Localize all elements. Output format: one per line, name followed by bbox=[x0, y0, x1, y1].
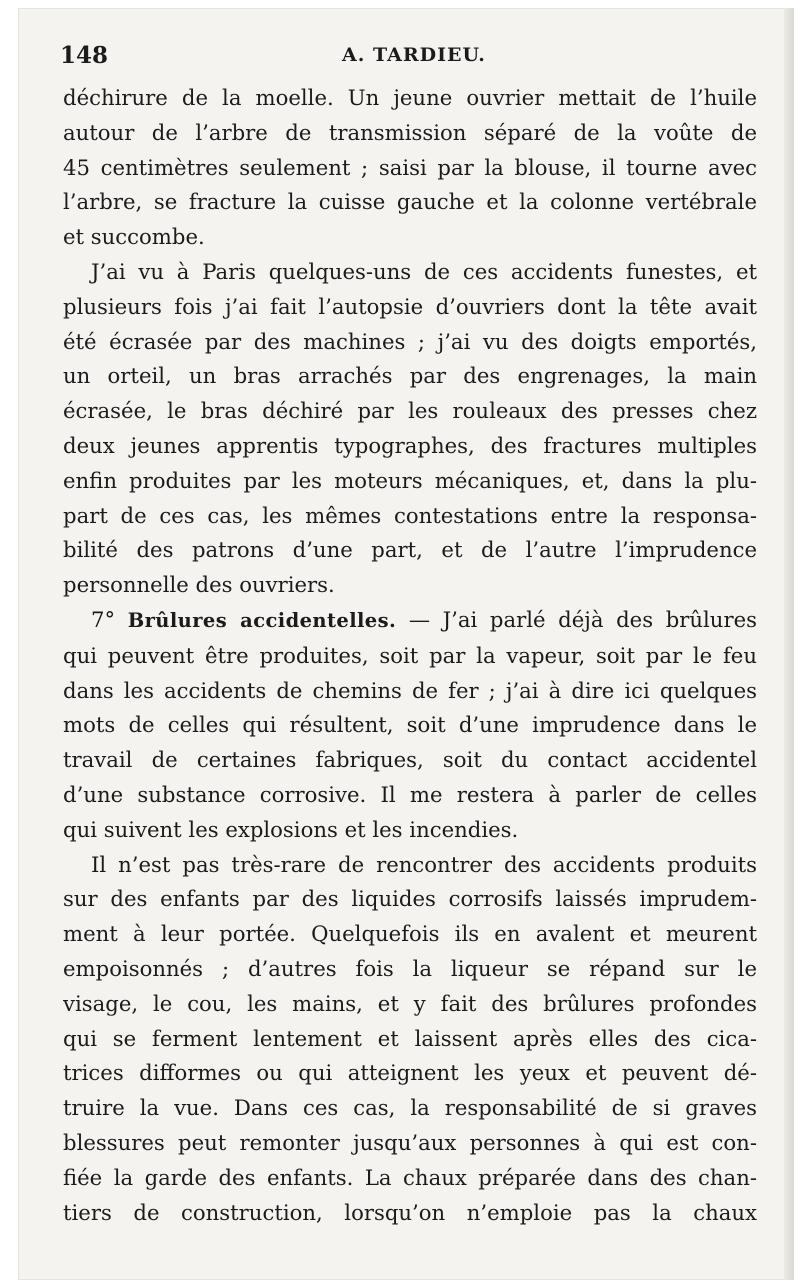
page-body bbox=[63, 81, 757, 1230]
text-line: qui se ferment lentement et laissent après elles des cica- bbox=[63, 1025, 757, 1051]
page-header bbox=[60, 42, 760, 76]
text-line: part de ces cas, les mêmes contestations entre la responsa- bbox=[63, 502, 757, 528]
text-line: Il n’est pas très-rare de rencontrer des accidents produits bbox=[91, 851, 757, 877]
text-line: personnelle des ouvriers. bbox=[63, 572, 335, 598]
book-page bbox=[18, 8, 794, 1280]
paragraph-4 bbox=[63, 848, 757, 1231]
section-heading-rest: — J’ai parlé déjà des brûlures bbox=[408, 606, 757, 632]
text-line: 45 centimètres seulement ; saisi par la blouse, il tourne avec bbox=[63, 154, 757, 180]
text-line: truire la vue. Dans ces cas, la responsabilité de si graves bbox=[63, 1095, 757, 1121]
text-line: blessures peut remonter jusqu’aux personnes à qui est con- bbox=[63, 1129, 757, 1155]
section-number: 7° bbox=[91, 606, 116, 632]
text-line: qui suivent les explosions et les incendies. bbox=[63, 816, 519, 842]
text-line: travail de certaines fabriques, soit du contact accidentel bbox=[63, 747, 757, 773]
section-heading: Brûlures accidentelles. bbox=[127, 608, 397, 632]
text-line: qui peuvent être produites, soit par la vapeur, soit par le feu bbox=[63, 642, 757, 668]
paragraph-2 bbox=[63, 255, 757, 603]
text-line: déchirure de la moelle. Un jeune ouvrier mettait de l’huile bbox=[63, 85, 757, 110]
text-line: mots de celles qui résultent, soit d’une imprudence dans le bbox=[63, 712, 757, 738]
text-line: et succombe. bbox=[63, 224, 205, 250]
text-line: empoisonnés ; d’autres fois la liqueur se répand sur le bbox=[63, 955, 757, 981]
page-edge bbox=[784, 8, 794, 1280]
text-line: écrasée, le bras déchiré par les rouleaux des presses chez bbox=[63, 398, 757, 424]
text-line: sur des enfants par des liquides corrosifs laissés imprudem- bbox=[63, 886, 757, 912]
text-line: deux jeunes apprentis typographes, des fractures multiples bbox=[63, 432, 757, 458]
text-line: bilité des patrons d’une part, et de l’autre l’imprudence bbox=[63, 537, 757, 563]
text-line: visage, le cou, les mains, et y fait des brûlures profondes bbox=[63, 990, 757, 1016]
text-line: été écrasée par des machines ; j’ai vu des doigts emportés, bbox=[63, 328, 757, 354]
text-line: ment à leur portée. Quelquefois ils en avalent et meurent bbox=[63, 921, 757, 947]
text-line: trices difformes ou qui atteignent les yeux et peuvent dé- bbox=[63, 1060, 757, 1086]
page-number: 148 bbox=[60, 42, 109, 69]
text-line: fiée la garde des enfants. La chaux préparée dans des chan- bbox=[63, 1164, 757, 1190]
text-line: d’une substance corrosive. Il me restera à parler de celles bbox=[63, 781, 757, 807]
text-line: autour de l’arbre de transmission séparé de la voûte de bbox=[63, 119, 757, 145]
text-line: l’arbre, se fracture la cuisse gauche et la colonne vertébrale bbox=[63, 189, 757, 215]
text-line: tiers de construction, lorsqu’on n’emploie pas la chaux bbox=[63, 1199, 757, 1225]
text-line: enfin produites par les moteurs mécaniques, et, dans la plu- bbox=[63, 467, 757, 493]
paragraph-3 bbox=[63, 603, 757, 848]
running-head: A. TARDIEU. bbox=[342, 44, 486, 66]
text-line: J’ai vu à Paris quelques-uns de ces accidents funestes, et bbox=[91, 258, 757, 284]
section-heading-line bbox=[63, 603, 757, 639]
text-line: plusieurs fois j’ai fait l’autopsie d’ouvriers dont la tête avait bbox=[63, 293, 757, 319]
text-line: un orteil, un bras arrachés par des engrenages, la main bbox=[63, 363, 757, 389]
text-line: dans les accidents de chemins de fer ; j’ai à dire ici quelques bbox=[63, 677, 757, 703]
paragraph-1 bbox=[63, 81, 757, 255]
